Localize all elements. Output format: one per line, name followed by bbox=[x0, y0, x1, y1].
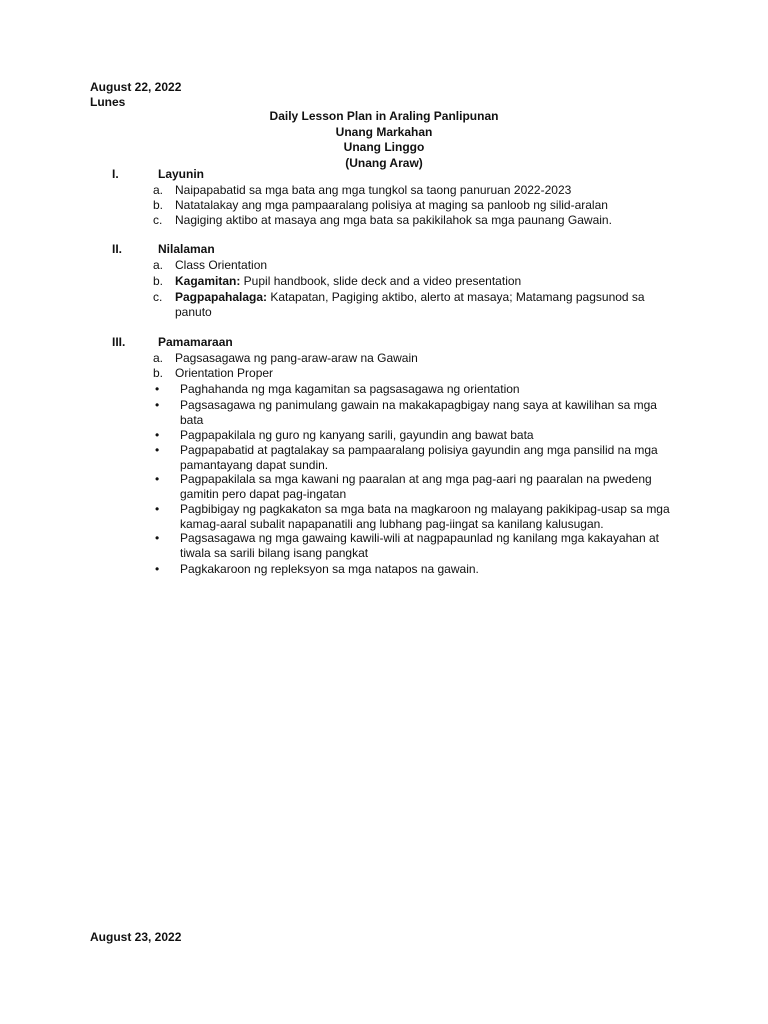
section-heading-pamamaraan bbox=[112, 335, 233, 350]
item-text bbox=[175, 274, 673, 289]
title-line-3: Unang Linggo bbox=[343, 140, 425, 154]
bullet-icon: • bbox=[155, 443, 160, 457]
bullet-text: Pagpapakilala ng guro ng kanyang sarili, gayundin ang bawat bata bbox=[180, 428, 534, 442]
item-label: a. bbox=[153, 258, 164, 272]
bullet-text: Pagkakaroon ng repleksyon sa mga natapos na gawain. bbox=[180, 562, 479, 576]
list-item bbox=[153, 213, 673, 228]
bullet-text: Pagpapakilala sa mga kawani ng paaralan at ang mga pag-aari ng paaralan na pwedeng gamitin pero dapat pag-ingatan bbox=[180, 472, 652, 501]
item-text: Naipapabatid sa mga bata ang mga tungkol sa taong panuruan 2022-2023 bbox=[175, 183, 572, 197]
bullet-item bbox=[155, 398, 675, 427]
item-text: Natatalakay ang mga pampaaralang polisiya at maging sa panloob ng silid-aralan bbox=[175, 198, 608, 212]
bullet-item bbox=[155, 472, 675, 501]
bullet-text: Pagbibigay ng pagkakaton sa mga bata na magkaroon ng malayang pakikipag-usap sa mga kamag-aaral subalit napapanatili ang lubhang pag-iingat sa kanilang kalusugan. bbox=[180, 502, 670, 531]
item-body: Katapatan, Pagiging aktibo, alerto at masaya; Matamang pagsunod sa panuto bbox=[175, 290, 645, 319]
item-label: c. bbox=[153, 213, 163, 227]
bullet-icon: • bbox=[155, 472, 160, 486]
bullet-item bbox=[155, 502, 675, 531]
bullet-icon: • bbox=[155, 562, 160, 576]
section-title: Nilalaman bbox=[158, 242, 215, 256]
bullet-icon: • bbox=[155, 502, 160, 516]
bullet-icon: • bbox=[155, 531, 160, 545]
list-item bbox=[153, 366, 673, 381]
bullet-item bbox=[155, 428, 675, 443]
item-text bbox=[175, 290, 673, 319]
bullet-icon: • bbox=[155, 398, 160, 412]
section-heading-nilalaman bbox=[112, 242, 215, 257]
item-label: b. bbox=[153, 198, 164, 212]
item-body: Pupil handbook, slide deck and a video presentation bbox=[240, 274, 522, 288]
bullet-text: Pagsasagawa ng panimulang gawain na makakapagbigay nang saya at kawilihan sa mga bata bbox=[180, 398, 657, 427]
bullet-text: Paghahanda ng mga kagamitan sa pagsasagawa ng orientation bbox=[180, 382, 520, 396]
section-title: Pamamaraan bbox=[158, 335, 233, 349]
bullet-item bbox=[155, 443, 675, 472]
item-label: c. bbox=[153, 290, 163, 304]
bullet-item bbox=[155, 382, 675, 397]
title-line-4: (Unang Araw) bbox=[345, 155, 423, 170]
item-label: a. bbox=[153, 351, 164, 365]
section-numeral: I. bbox=[112, 167, 119, 181]
item-label: b. bbox=[153, 274, 164, 288]
bullet-text: Pagsasagawa ng mga gawaing kawili-wili at nagpapaunlad ng kanilang mga kakayahan at tiwala sa sarili bilang isang pangkat bbox=[180, 531, 659, 560]
list-item bbox=[153, 351, 673, 366]
list-item bbox=[153, 274, 673, 289]
next-lesson-date: August 23, 2022 bbox=[90, 930, 182, 944]
list-item bbox=[153, 198, 673, 213]
list-item bbox=[153, 183, 673, 198]
lesson-day: Lunes bbox=[90, 95, 126, 109]
title-line-1: Daily Lesson Plan in Araling Panlipunan bbox=[269, 109, 499, 123]
item-label: a. bbox=[153, 183, 164, 197]
bullet-item bbox=[155, 562, 675, 577]
bullet-icon: • bbox=[155, 428, 160, 442]
item-text: Class Orientation bbox=[175, 258, 268, 272]
bullet-item bbox=[155, 531, 675, 560]
bullet-icon: • bbox=[155, 382, 160, 396]
item-text: Orientation Proper bbox=[175, 366, 274, 380]
item-bold-prefix: Kagamitan: bbox=[175, 274, 241, 288]
section-numeral: II. bbox=[112, 242, 123, 256]
section-title: Layunin bbox=[158, 167, 205, 181]
lesson-date: August 22, 2022 bbox=[90, 80, 182, 94]
item-text: Nagiging aktibo at masaya ang mga bata sa pakikilahok sa mga paunang Gawain. bbox=[175, 213, 612, 227]
date-header bbox=[90, 80, 181, 110]
item-label: b. bbox=[153, 366, 164, 380]
list-item bbox=[153, 290, 673, 319]
title-line-2: Unang Markahan bbox=[335, 124, 433, 139]
list-item bbox=[153, 258, 673, 273]
item-text: Pagsasagawa ng pang-araw-araw na Gawain bbox=[175, 351, 418, 365]
section-numeral: III. bbox=[112, 335, 126, 349]
item-bold-prefix: Pagpapahalaga: bbox=[175, 290, 268, 304]
lesson-title-block bbox=[200, 109, 568, 171]
section-heading-layunin bbox=[112, 167, 204, 182]
bullet-text: Pagpapabatid at pagtalakay sa pampaaralang polisiya gayundin ang mga pansilid na mga pamantayang dapat sundin. bbox=[180, 443, 658, 472]
